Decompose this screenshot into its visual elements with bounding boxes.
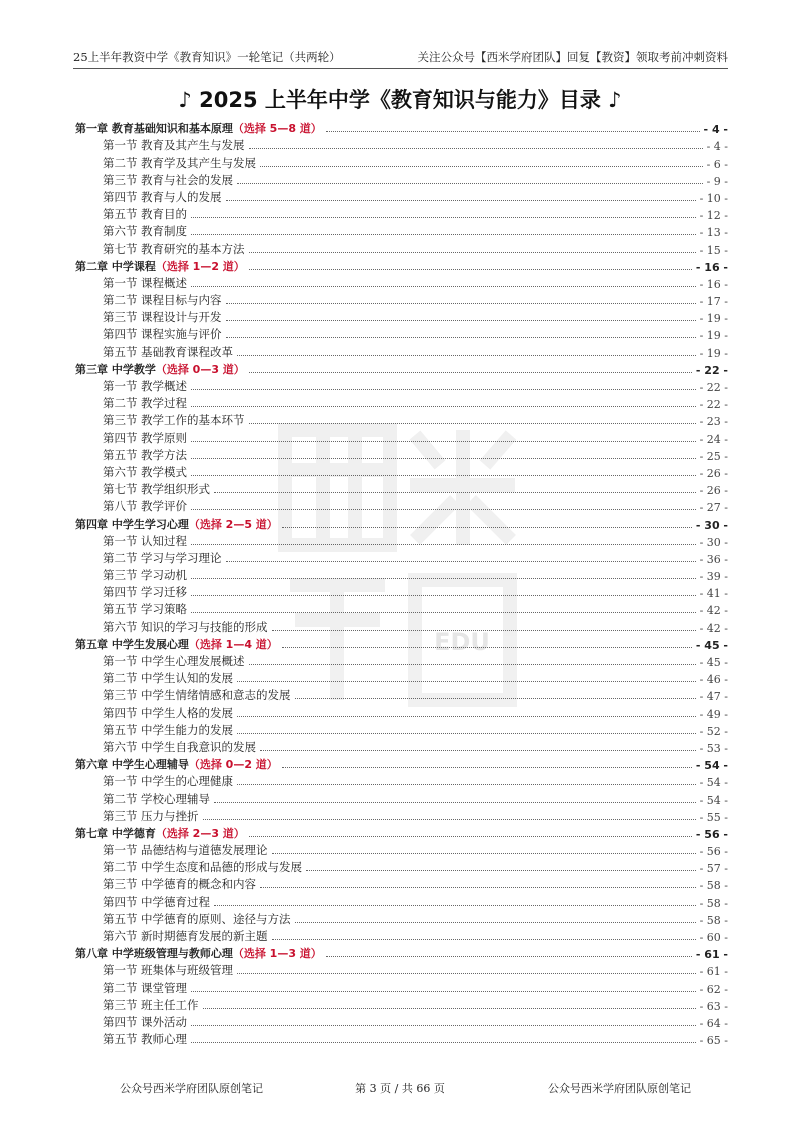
section-number: 第五节 [103, 344, 138, 359]
toc-section-row[interactable] [75, 480, 728, 497]
section-title: 课程设计与开发 [141, 310, 222, 325]
dot-leader [295, 698, 696, 699]
section-number: 第四节 [103, 894, 138, 909]
section-page-number: - 58 - [699, 913, 728, 927]
toc-section-row[interactable] [75, 497, 728, 514]
toc-section-row[interactable] [75, 239, 728, 256]
dot-leader [326, 956, 692, 957]
toc-section-row[interactable] [75, 1013, 728, 1030]
chapter-question-count: （选择 5—8 道） [232, 122, 322, 136]
dot-leader [214, 802, 696, 803]
section-page-number: - 26 - [699, 466, 728, 480]
page-header [73, 47, 728, 69]
dot-leader [191, 458, 696, 459]
chapter-question-count: （选择 2—5 道） [188, 517, 278, 531]
section-title: 中学生认知的发展 [141, 671, 233, 686]
dot-leader [260, 887, 696, 888]
section-page-number: - 52 - [699, 724, 728, 738]
dot-leader [249, 836, 692, 837]
chapter-question-count: （选择 0—3 道） [155, 362, 245, 376]
chapter-page-number: - 4 - [703, 123, 728, 137]
section-title: 课程目标与内容 [141, 293, 222, 308]
section-number: 第二节 [103, 671, 138, 686]
section-number: 第一节 [103, 138, 138, 153]
toc-section-row[interactable] [75, 222, 728, 239]
toc-section-row[interactable] [75, 910, 728, 927]
dot-leader [191, 578, 696, 579]
toc-chapter-row[interactable] [75, 360, 728, 377]
toc-section-row[interactable] [75, 617, 728, 634]
section-page-number: - 26 - [699, 484, 728, 498]
dot-leader [203, 1008, 696, 1009]
dot-leader [191, 1025, 696, 1026]
section-number: 第四节 [103, 327, 138, 342]
toc-chapter-row[interactable] [75, 119, 728, 136]
dot-leader [249, 269, 692, 270]
toc-chapter-row[interactable] [75, 257, 728, 274]
toc-chapter-row[interactable] [75, 824, 728, 841]
dot-leader [191, 595, 696, 596]
section-page-number: - 58 - [699, 879, 728, 893]
dot-leader [226, 200, 696, 201]
section-page-number: - 53 - [699, 741, 728, 755]
toc-section-row[interactable] [75, 583, 728, 600]
dot-leader [237, 716, 696, 717]
dot-leader [191, 406, 696, 407]
section-title: 学习动机 [141, 568, 187, 583]
section-page-number: - 41 - [699, 587, 728, 601]
section-title: 教育学及其产生与发展 [141, 155, 256, 170]
section-page-number: - 49 - [699, 707, 728, 721]
toc-section-row[interactable] [75, 738, 728, 755]
section-number: 第三节 [103, 997, 138, 1012]
toc-section-row[interactable] [75, 274, 728, 291]
dot-leader [226, 337, 696, 338]
section-title: 学习与学习理论 [141, 550, 222, 565]
section-title: 教育目的 [141, 207, 187, 222]
section-number: 第六节 [103, 224, 138, 239]
footer-page-number: 第 3 页 / 共 66 页 [355, 1082, 445, 1095]
section-page-number: - 27 - [699, 501, 728, 515]
section-number: 第一节 [103, 774, 138, 789]
section-title: 教学组织形式 [141, 482, 210, 497]
section-number: 第五节 [103, 602, 138, 617]
section-page-number: - 22 - [699, 381, 728, 394]
section-number: 第一节 [103, 843, 138, 858]
toc-section-row[interactable] [75, 411, 728, 428]
section-page-number: - 36 - [699, 552, 728, 566]
chapter-page-number: - 56 - [695, 827, 728, 841]
footer-right-text: 公众号西米学府团队原创笔记 [548, 1082, 691, 1095]
dot-leader [191, 509, 696, 510]
section-page-number: - 61 - [699, 965, 728, 979]
section-page-number: - 54 - [699, 776, 728, 790]
chapter-label: 第七章 中学德育 [75, 826, 156, 840]
header-right-text: 关注公众号【西米学府团队】回复【教资】领取考前冲刺资料 [417, 50, 728, 64]
dot-leader [237, 973, 696, 974]
section-title: 教育制度 [141, 224, 187, 239]
toc-section-row[interactable] [75, 892, 728, 909]
section-title: 课堂管理 [141, 980, 187, 995]
toc-section-row[interactable] [75, 1030, 728, 1047]
dot-leader [214, 905, 696, 906]
toc-section-row[interactable] [75, 205, 728, 222]
section-title: 中学德育过程 [141, 894, 210, 909]
toc-section-row[interactable] [75, 652, 728, 669]
section-title: 班主任工作 [141, 997, 199, 1012]
chapter-question-count: （选择 1—2 道） [155, 259, 245, 273]
dot-leader [282, 767, 692, 768]
chapter-label: 第三章 中学教学 [75, 362, 156, 376]
section-page-number: - 57 - [699, 862, 728, 876]
section-title: 学习策略 [141, 602, 187, 617]
toc-section-row[interactable] [75, 669, 728, 686]
section-number: 第八节 [103, 499, 138, 514]
dot-leader [191, 991, 696, 992]
toc-section-row[interactable] [75, 600, 728, 617]
section-number: 第二节 [103, 791, 138, 806]
section-page-number: - 19 - [699, 329, 728, 343]
toc-chapter-row[interactable] [75, 944, 728, 961]
section-title: 中学生能力的发展 [141, 722, 233, 737]
section-page-number: - 45 - [699, 656, 728, 669]
toc-section-row[interactable] [75, 188, 728, 205]
section-number: 第一节 [103, 533, 138, 548]
section-title: 课程概述 [141, 275, 187, 290]
section-number: 第一节 [103, 275, 138, 290]
toc-section-row[interactable] [75, 136, 728, 153]
section-page-number: - 58 - [699, 896, 728, 910]
section-number: 第二节 [103, 860, 138, 875]
toc-section-row[interactable] [75, 549, 728, 566]
dot-leader [249, 423, 696, 424]
dot-leader [306, 870, 696, 871]
dot-leader [191, 441, 696, 442]
toc-section-row[interactable] [75, 566, 728, 583]
section-title: 课外活动 [141, 1014, 187, 1029]
toc-section-row[interactable] [75, 807, 728, 824]
section-page-number: - 16 - [699, 277, 728, 291]
section-number: 第四节 [103, 705, 138, 720]
dot-leader [282, 647, 692, 648]
dot-leader [191, 234, 696, 235]
section-number: 第六节 [103, 929, 138, 943]
page-title: ♪ 2025 上半年中学《教育知识与能力》目录 ♪ [178, 88, 622, 112]
toc-section-row[interactable] [75, 171, 728, 188]
section-number: 第七节 [103, 482, 138, 497]
toc-section-row[interactable] [75, 996, 728, 1013]
section-page-number: - 19 - [699, 346, 728, 360]
watermark-badge: EDU [434, 628, 490, 656]
section-page-number: - 62 - [699, 982, 728, 996]
chapter-label: 第八章 中学班级管理与教师心理 [75, 947, 233, 961]
section-page-number: - 4 - [706, 140, 728, 154]
dot-leader [191, 286, 696, 287]
toc-section-row[interactable] [75, 394, 728, 411]
toc-section-row[interactable] [75, 875, 728, 892]
table-of-contents [75, 119, 728, 1047]
section-page-number: - 39 - [699, 570, 728, 584]
section-number: 第五节 [103, 911, 138, 926]
section-title: 品德结构与道德发展理论 [141, 843, 268, 858]
chapter-page-number: - 54 - [695, 759, 728, 773]
dot-leader [326, 131, 700, 132]
dot-leader [282, 527, 692, 528]
dot-leader [295, 922, 696, 923]
dot-leader [237, 355, 696, 356]
section-number: 第三节 [103, 310, 138, 325]
dot-leader [249, 372, 692, 373]
section-title: 教学方法 [141, 447, 187, 462]
toc-section-row[interactable] [75, 927, 728, 944]
section-page-number: - 13 - [699, 226, 728, 240]
section-page-number: - 9 - [706, 174, 728, 188]
toc-section-row[interactable] [75, 789, 728, 806]
section-title: 教师心理 [141, 1032, 187, 1047]
toc-section-row[interactable] [75, 377, 728, 394]
header-left-text: 25上半年教资中学《教育知识》一轮笔记（共两轮） [73, 50, 341, 64]
dot-leader [237, 784, 696, 785]
section-number: 第三节 [103, 413, 138, 428]
section-title: 教学评价 [141, 499, 187, 514]
section-title: 基础教育课程改革 [141, 344, 233, 359]
section-title: 学习迁移 [141, 585, 187, 600]
section-number: 第二节 [103, 293, 138, 308]
toc-chapter-row[interactable] [75, 635, 728, 652]
chapter-question-count: （选择 2—3 道） [155, 826, 245, 840]
dot-leader [214, 492, 696, 493]
section-number: 第三节 [103, 172, 138, 187]
footer-left-text: 公众号西米学府团队原创笔记 [120, 1082, 263, 1095]
dot-leader [249, 664, 696, 665]
section-number: 第二节 [103, 550, 138, 565]
toc-section-row[interactable] [75, 686, 728, 703]
chapter-label: 第六章 中学生心理辅导 [75, 758, 189, 772]
toc-section-row[interactable] [75, 703, 728, 720]
section-page-number: - 60 - [699, 931, 728, 944]
dot-leader [226, 303, 696, 304]
section-number: 第六节 [103, 619, 138, 634]
chapter-label: 第五章 中学生发展心理 [75, 637, 189, 651]
section-title: 中学生自我意识的发展 [141, 739, 256, 754]
dot-leader [191, 217, 696, 218]
chapter-question-count: （选择 0—2 道） [188, 758, 278, 772]
section-page-number: - 30 - [699, 535, 728, 549]
section-number: 第一节 [103, 379, 138, 393]
section-number: 第四节 [103, 585, 138, 600]
section-page-number: - 25 - [699, 449, 728, 463]
dot-leader [191, 475, 696, 476]
toc-section-row[interactable] [75, 841, 728, 858]
section-title: 学校心理辅导 [141, 791, 210, 806]
toc-section-row[interactable] [75, 308, 728, 325]
section-title: 教育研究的基本方法 [141, 241, 245, 256]
chapter-question-count: （选择 1—4 道） [188, 637, 278, 651]
section-title: 教育与人的发展 [141, 189, 222, 204]
chapter-label: 第一章 教育基础知识和基本原理 [75, 122, 233, 136]
section-page-number: - 64 - [699, 1016, 728, 1030]
toc-section-row[interactable] [75, 978, 728, 995]
dot-leader [191, 389, 696, 390]
section-page-number: - 10 - [699, 191, 728, 205]
chapter-page-number: - 16 - [695, 260, 728, 274]
toc-chapter-row[interactable] [75, 514, 728, 531]
section-number: 第一节 [103, 654, 138, 668]
section-title: 教学原则 [141, 430, 187, 445]
section-page-number: - 56 - [699, 845, 728, 859]
section-number: 第四节 [103, 430, 138, 445]
section-number: 第六节 [103, 739, 138, 754]
section-title: 教育及其产生与发展 [141, 138, 245, 153]
section-number: 第七节 [103, 241, 138, 256]
section-number: 第四节 [103, 189, 138, 204]
chapter-page-number: - 45 - [695, 638, 728, 652]
toc-section-row[interactable] [75, 961, 728, 978]
chapter-label: 第二章 中学课程 [75, 259, 156, 273]
chapter-label: 第四章 中学生学习心理 [75, 517, 189, 531]
section-page-number: - 6 - [706, 157, 728, 171]
section-page-number: - 55 - [699, 810, 728, 824]
section-title: 中学生态度和品德的形成与发展 [141, 860, 302, 875]
section-title: 中学生人格的发展 [141, 705, 233, 720]
section-page-number: - 65 - [699, 1034, 728, 1048]
section-page-number: - 23 - [699, 415, 728, 429]
chapter-page-number: - 61 - [695, 948, 728, 962]
section-page-number: - 42 - [699, 604, 728, 618]
dot-leader [203, 819, 696, 820]
dot-leader [260, 750, 696, 751]
section-title: 中学德育的概念和内容 [141, 877, 256, 892]
section-page-number: - 12 - [699, 209, 728, 223]
dot-leader [272, 630, 696, 631]
chapter-page-number: - 30 - [695, 518, 728, 532]
section-title: 班集体与班级管理 [141, 963, 233, 978]
toc-section-row[interactable] [75, 153, 728, 170]
toc-section-row[interactable] [75, 858, 728, 875]
section-title: 教学工作的基本环节 [141, 413, 245, 428]
section-page-number: - 63 - [699, 999, 728, 1013]
section-title: 中学生的心理健康 [141, 774, 233, 789]
section-number: 第一节 [103, 963, 138, 978]
section-page-number: - 17 - [699, 295, 728, 309]
section-number: 第五节 [103, 722, 138, 737]
section-title: 新时期德育发展的新主题 [141, 929, 268, 943]
chapter-question-count: （选择 1—3 道） [232, 947, 322, 961]
section-page-number: - 54 - [699, 793, 728, 807]
dot-leader [191, 612, 696, 613]
dot-leader [226, 320, 696, 321]
section-title: 压力与挫折 [141, 808, 199, 823]
section-page-number: - 19 - [699, 312, 728, 326]
dot-leader [237, 681, 696, 682]
dot-leader [249, 252, 696, 253]
section-title: 教育与社会的发展 [141, 172, 233, 187]
toc-section-row[interactable] [75, 428, 728, 445]
section-page-number: - 42 - [699, 621, 728, 635]
dot-leader [226, 561, 696, 562]
toc-section-row[interactable] [75, 463, 728, 480]
section-page-number: - 46 - [699, 673, 728, 687]
toc-section-row[interactable] [75, 532, 728, 549]
section-number: 第四节 [103, 1014, 138, 1029]
section-number: 第六节 [103, 464, 138, 479]
section-title: 中学生心理发展概述 [141, 654, 245, 668]
section-number: 第二节 [103, 980, 138, 995]
section-number: 第三节 [103, 688, 138, 703]
toc-chapter-row[interactable] [75, 755, 728, 772]
section-number: 第三节 [103, 568, 138, 583]
section-number: 第五节 [103, 1032, 138, 1047]
dot-leader [272, 853, 696, 854]
section-page-number: - 15 - [699, 243, 728, 257]
toc-section-row[interactable] [75, 291, 728, 308]
dot-leader [249, 148, 703, 149]
section-title: 教学过程 [141, 396, 187, 411]
section-number: 第五节 [103, 207, 138, 222]
section-number: 第二节 [103, 155, 138, 170]
toc-section-row[interactable] [75, 342, 728, 359]
section-number: 第二节 [103, 396, 138, 411]
toc-section-row[interactable] [75, 446, 728, 463]
section-title: 教学模式 [141, 464, 187, 479]
toc-section-row[interactable] [75, 325, 728, 342]
chapter-page-number: - 22 - [695, 363, 728, 377]
dot-leader [260, 166, 703, 167]
section-title: 认知过程 [141, 533, 187, 548]
section-title: 中学生情绪情感和意志的发展 [141, 688, 291, 703]
section-page-number: - 22 - [699, 398, 728, 412]
section-title: 中学德育的原则、途径与方法 [141, 911, 291, 926]
section-title: 教学概述 [141, 379, 187, 393]
dot-leader [272, 939, 696, 940]
section-number: 第五节 [103, 447, 138, 462]
toc-section-row[interactable] [75, 721, 728, 738]
section-number: 第三节 [103, 808, 138, 823]
section-page-number: - 24 - [699, 432, 728, 446]
dot-leader [191, 1042, 696, 1043]
section-title: 知识的学习与技能的形成 [141, 619, 268, 634]
section-title: 课程实施与评价 [141, 327, 222, 342]
dot-leader [237, 183, 703, 184]
section-number: 第三节 [103, 877, 138, 892]
toc-section-row[interactable] [75, 772, 728, 789]
dot-leader [191, 544, 696, 545]
section-page-number: - 47 - [699, 690, 728, 704]
dot-leader [237, 733, 696, 734]
